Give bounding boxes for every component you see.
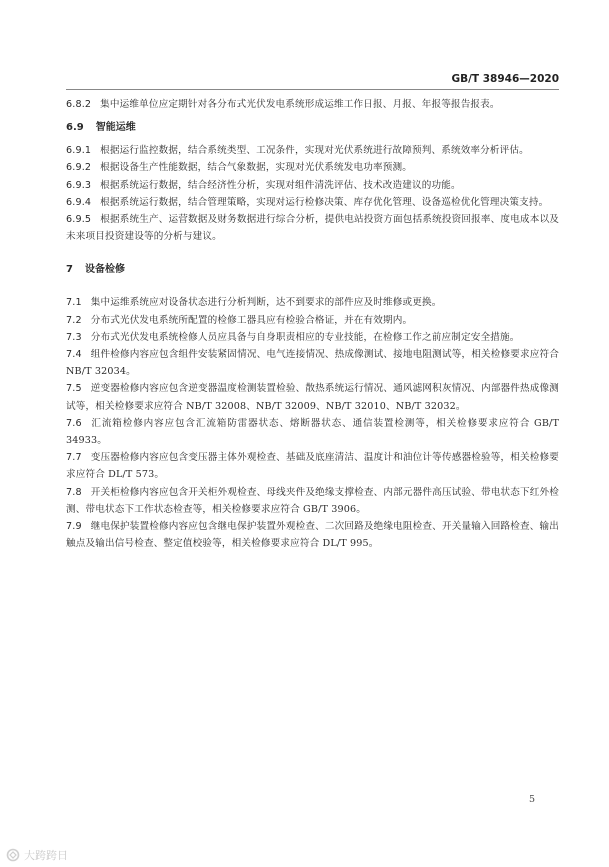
standard-code: GB/T 38946—2020 [451, 73, 559, 85]
clause-6-9-3: 6.9.3 根据系统运行数据，结合经济性分析，实现对组件清洗评估、技术改造建议的功能。 [66, 179, 461, 191]
header-rule [66, 89, 559, 90]
heading-7: 7 设备检修 [66, 264, 125, 276]
clause-6-9-5: 6.9.5 根据系统生产、运营数据及财务数据进行综合分析，提供电站投资方面包括系统投资回报率、度电成本以及未来项目投资建设等的分析与建议。 [66, 214, 559, 243]
clause-7-8: 7.8 开关柜检修内容应包含开关柜外观检查、母线夹件及绝缘支撑检查、内部元器件高压试验、带电状态下红外检测、带电状态下工作状态检查等，相关检修要求应符合 GB/T 3906。 [66, 486, 559, 515]
clause-6-8-2: 6.8.2 集中运维单位应定期针对各分布式光伏发电系统形成运维工作日报、月报、年报等报告报表。 [66, 99, 500, 110]
clause-7-5: 7.5 逆变器检修内容应包含逆变器温度检测装置检验、散热系统运行情况、通风滤网积灰情况、内部器件热成像测试等，相关检修要求应符合 NB/T 32008、NB/T 32009、NB/T 32010、NB/T 32032。 [66, 383, 559, 412]
clause-7-4: 7.4 组件检修内容应包含组件安装紧固情况、电气连接情况、热成像测试、接地电阻测试等，相关检修要求应符合 NB/T 32034。 [66, 349, 559, 378]
clause-7-2: 7.2 分布式光伏发电系统所配置的检修工器具应有检验合格证，并在有效期内。 [66, 314, 413, 326]
watermark [6, 847, 68, 863]
watermark-text: 大跨跨日 [24, 849, 68, 862]
heading-6-9: 6.9 智能运维 [66, 122, 136, 134]
clause-7-9: 7.9 继电保护装置检修内容应包含继电保护装置外观检查、二次回路及绝缘电阻检查、开关量输入回路检查、输出触点及输出信号检查、整定值校验等，相关检修要求应符合 DL/T 995。 [66, 521, 559, 550]
page-number: 5 [528, 794, 535, 805]
clause-6-9-2: 6.9.2 根据设备生产性能数据，结合气象数据，实现对光伏系统发电功率预测。 [66, 162, 412, 174]
clause-7-6: 7.6 汇流箱检修内容应包含汇流箱防雷器状态、熔断器状态、通信装置检测等，相关检修要求应符合 GB/T 34933。 [66, 417, 559, 447]
page-body [66, 96, 559, 552]
clause-7-3: 7.3 分布式光伏发电系统检修人员应具备与自身职责相应的专业技能，在检修工作之前应制定安全措施。 [66, 331, 520, 343]
clause-6-9-1: 6.9.1 根据运行监控数据，结合系统类型、工况条件，实现对光伏系统进行故障预判、系统效率分析评估。 [66, 145, 529, 157]
clause-7-1: 7.1 集中运维系统应对设备状态进行分析判断，达不到要求的部件应及时维修或更换。 [66, 297, 442, 309]
clause-6-9-4: 6.9.4 根据系统运行数据，结合管理策略，实现对运行检修决策、库存优化管理、设备巡检优化管理决策支持。 [66, 196, 549, 208]
clause-7-7: 7.7 变压器检修内容应包含变压器主体外观检查、基础及底座清洁、温度计和油位计等传感器检验等，相关检修要求应符合 DL/T 573。 [66, 452, 559, 481]
watermark-logo-icon [6, 848, 20, 862]
